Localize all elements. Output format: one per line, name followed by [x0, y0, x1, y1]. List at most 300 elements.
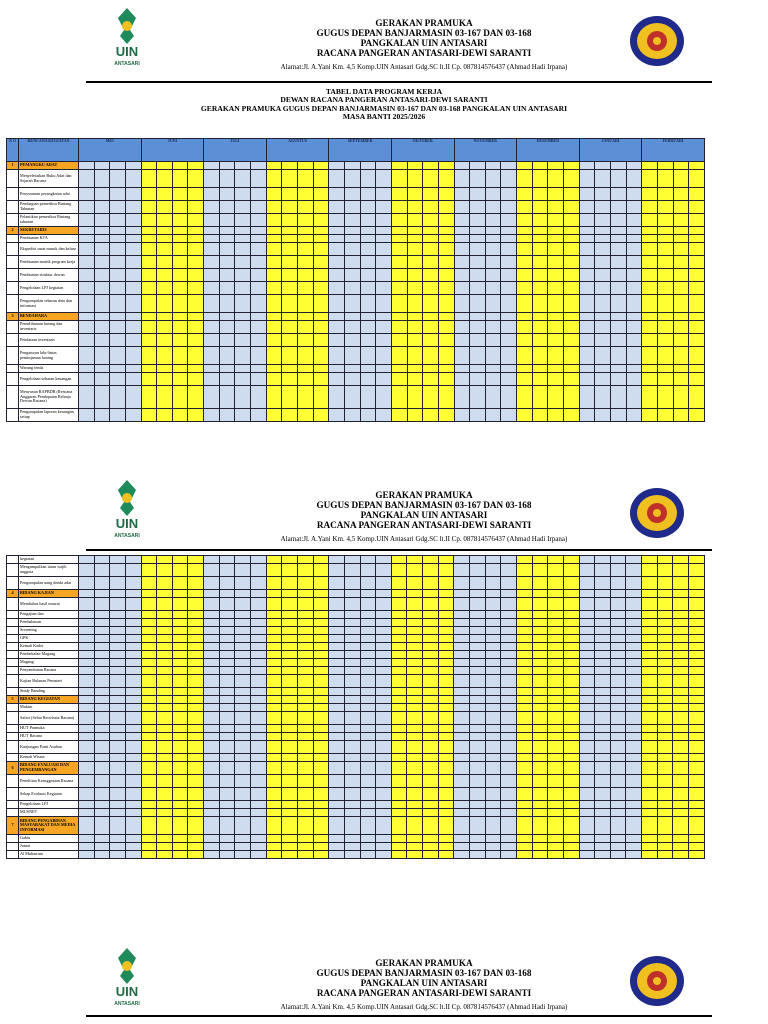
schedule-cell[interactable] — [501, 651, 517, 659]
schedule-cell[interactable] — [110, 725, 126, 733]
schedule-cell[interactable] — [141, 659, 157, 667]
schedule-cell[interactable] — [579, 243, 595, 256]
schedule-cell[interactable] — [282, 801, 298, 809]
schedule-cell[interactable] — [360, 741, 376, 754]
schedule-cell[interactable] — [344, 725, 360, 733]
schedule-cell[interactable] — [454, 643, 470, 651]
schedule-cell[interactable] — [673, 577, 689, 590]
schedule-cell[interactable] — [438, 201, 454, 214]
schedule-cell[interactable] — [188, 188, 204, 201]
schedule-cell[interactable] — [532, 282, 548, 295]
schedule-cell[interactable] — [172, 162, 188, 170]
schedule-cell[interactable] — [563, 675, 579, 688]
schedule-cell[interactable] — [141, 347, 157, 365]
schedule-cell[interactable] — [297, 712, 313, 725]
schedule-cell[interactable] — [626, 788, 642, 801]
schedule-cell[interactable] — [470, 809, 486, 817]
schedule-cell[interactable] — [595, 373, 611, 386]
schedule-cell[interactable] — [391, 590, 407, 598]
schedule-cell[interactable] — [470, 619, 486, 627]
schedule-cell[interactable] — [595, 667, 611, 675]
schedule-cell[interactable] — [563, 801, 579, 809]
schedule-cell[interactable] — [282, 577, 298, 590]
schedule-cell[interactable] — [407, 598, 423, 611]
schedule-cell[interactable] — [689, 170, 705, 188]
schedule-cell[interactable] — [282, 564, 298, 577]
schedule-cell[interactable] — [673, 843, 689, 851]
schedule-cell[interactable] — [391, 688, 407, 696]
schedule-cell[interactable] — [344, 347, 360, 365]
schedule-cell[interactable] — [297, 851, 313, 859]
schedule-cell[interactable] — [548, 556, 564, 564]
schedule-cell[interactable] — [297, 733, 313, 741]
schedule-cell[interactable] — [626, 817, 642, 835]
schedule-cell[interactable] — [376, 733, 392, 741]
schedule-cell[interactable] — [595, 611, 611, 619]
schedule-cell[interactable] — [79, 817, 95, 835]
schedule-cell[interactable] — [94, 409, 110, 422]
schedule-cell[interactable] — [470, 598, 486, 611]
schedule-cell[interactable] — [688, 619, 704, 627]
schedule-cell[interactable] — [141, 365, 157, 373]
schedule-cell[interactable] — [673, 775, 689, 788]
schedule-cell[interactable] — [579, 611, 595, 619]
schedule-cell[interactable] — [235, 269, 251, 282]
schedule-cell[interactable] — [141, 162, 157, 170]
schedule-cell[interactable] — [188, 235, 204, 243]
schedule-cell[interactable] — [579, 788, 595, 801]
schedule-cell[interactable] — [329, 675, 345, 688]
schedule-cell[interactable] — [626, 835, 642, 843]
schedule-cell[interactable] — [266, 667, 282, 675]
schedule-cell[interactable] — [235, 564, 251, 577]
schedule-cell[interactable] — [438, 741, 454, 754]
schedule-cell[interactable] — [313, 725, 329, 733]
schedule-cell[interactable] — [94, 373, 110, 386]
schedule-cell[interactable] — [391, 321, 407, 334]
schedule-cell[interactable] — [579, 373, 595, 386]
schedule-cell[interactable] — [376, 577, 392, 590]
schedule-cell[interactable] — [407, 675, 423, 688]
schedule-cell[interactable] — [157, 801, 173, 809]
schedule-cell[interactable] — [516, 843, 532, 851]
schedule-cell[interactable] — [689, 188, 705, 201]
schedule-cell[interactable] — [564, 347, 580, 365]
schedule-cell[interactable] — [313, 598, 329, 611]
schedule-cell[interactable] — [298, 295, 314, 313]
schedule-cell[interactable] — [157, 269, 173, 282]
schedule-cell[interactable] — [360, 243, 376, 256]
schedule-cell[interactable] — [595, 851, 611, 859]
schedule-cell[interactable] — [297, 556, 313, 564]
schedule-cell[interactable] — [423, 334, 439, 347]
schedule-cell[interactable] — [454, 556, 470, 564]
schedule-cell[interactable] — [548, 235, 564, 243]
schedule-cell[interactable] — [360, 269, 376, 282]
schedule-cell[interactable] — [485, 188, 501, 201]
schedule-cell[interactable] — [407, 201, 423, 214]
schedule-cell[interactable] — [673, 214, 689, 227]
schedule-cell[interactable] — [344, 409, 360, 422]
schedule-cell[interactable] — [157, 688, 173, 696]
schedule-cell[interactable] — [532, 170, 548, 188]
schedule-cell[interactable] — [610, 170, 626, 188]
schedule-cell[interactable] — [172, 321, 188, 334]
schedule-cell[interactable] — [626, 282, 642, 295]
schedule-cell[interactable] — [204, 162, 220, 170]
schedule-cell[interactable] — [297, 611, 313, 619]
schedule-cell[interactable] — [470, 667, 486, 675]
schedule-cell[interactable] — [688, 788, 704, 801]
schedule-cell[interactable] — [141, 188, 157, 201]
schedule-cell[interactable] — [125, 347, 141, 365]
schedule-cell[interactable] — [125, 256, 141, 269]
schedule-cell[interactable] — [391, 775, 407, 788]
schedule-cell[interactable] — [485, 788, 501, 801]
schedule-cell[interactable] — [516, 696, 532, 704]
schedule-cell[interactable] — [219, 321, 235, 334]
schedule-cell[interactable] — [610, 619, 626, 627]
schedule-cell[interactable] — [454, 667, 470, 675]
schedule-cell[interactable] — [204, 801, 220, 809]
schedule-cell[interactable] — [548, 334, 564, 347]
schedule-cell[interactable] — [438, 712, 454, 725]
schedule-cell[interactable] — [282, 619, 298, 627]
schedule-cell[interactable] — [360, 712, 376, 725]
schedule-cell[interactable] — [376, 817, 392, 835]
schedule-cell[interactable] — [219, 188, 235, 201]
schedule-cell[interactable] — [470, 712, 486, 725]
schedule-cell[interactable] — [610, 696, 626, 704]
schedule-cell[interactable] — [125, 170, 141, 188]
schedule-cell[interactable] — [297, 801, 313, 809]
schedule-cell[interactable] — [673, 733, 689, 741]
schedule-cell[interactable] — [642, 269, 658, 282]
schedule-cell[interactable] — [376, 556, 392, 564]
schedule-cell[interactable] — [501, 675, 517, 688]
schedule-cell[interactable] — [79, 409, 95, 422]
schedule-cell[interactable] — [673, 619, 689, 627]
schedule-cell[interactable] — [454, 741, 470, 754]
schedule-cell[interactable] — [298, 201, 314, 214]
schedule-cell[interactable] — [376, 386, 392, 409]
schedule-cell[interactable] — [516, 733, 532, 741]
schedule-cell[interactable] — [360, 556, 376, 564]
schedule-cell[interactable] — [157, 386, 173, 409]
schedule-cell[interactable] — [266, 775, 282, 788]
schedule-cell[interactable] — [688, 659, 704, 667]
schedule-cell[interactable] — [688, 564, 704, 577]
schedule-cell[interactable] — [454, 162, 470, 170]
schedule-cell[interactable] — [595, 741, 611, 754]
schedule-cell[interactable] — [688, 801, 704, 809]
schedule-cell[interactable] — [376, 619, 392, 627]
schedule-cell[interactable] — [642, 835, 658, 843]
schedule-cell[interactable] — [376, 188, 392, 201]
schedule-cell[interactable] — [595, 627, 611, 635]
schedule-cell[interactable] — [251, 611, 267, 619]
schedule-cell[interactable] — [329, 365, 345, 373]
schedule-cell[interactable] — [485, 635, 501, 643]
schedule-cell[interactable] — [297, 775, 313, 788]
schedule-cell[interactable] — [485, 817, 501, 835]
schedule-cell[interactable] — [454, 564, 470, 577]
schedule-cell[interactable] — [485, 162, 501, 170]
schedule-cell[interactable] — [376, 762, 392, 775]
schedule-cell[interactable] — [517, 243, 533, 256]
schedule-cell[interactable] — [204, 590, 220, 598]
schedule-cell[interactable] — [688, 556, 704, 564]
schedule-cell[interactable] — [172, 295, 188, 313]
schedule-cell[interactable] — [657, 712, 673, 725]
schedule-cell[interactable] — [360, 162, 376, 170]
schedule-cell[interactable] — [438, 162, 454, 170]
schedule-cell[interactable] — [94, 651, 110, 659]
schedule-cell[interactable] — [235, 619, 251, 627]
schedule-cell[interactable] — [141, 712, 157, 725]
schedule-cell[interactable] — [282, 556, 298, 564]
schedule-cell[interactable] — [219, 659, 235, 667]
schedule-cell[interactable] — [454, 282, 470, 295]
schedule-cell[interactable] — [376, 227, 392, 235]
schedule-cell[interactable] — [329, 170, 345, 188]
schedule-cell[interactable] — [407, 243, 423, 256]
schedule-cell[interactable] — [642, 733, 658, 741]
schedule-cell[interactable] — [141, 675, 157, 688]
schedule-cell[interactable] — [110, 282, 126, 295]
schedule-cell[interactable] — [282, 635, 298, 643]
schedule-cell[interactable] — [125, 835, 141, 843]
schedule-cell[interactable] — [219, 201, 235, 214]
schedule-cell[interactable] — [610, 741, 626, 754]
schedule-cell[interactable] — [673, 334, 689, 347]
schedule-cell[interactable] — [517, 373, 533, 386]
schedule-cell[interactable] — [438, 809, 454, 817]
schedule-cell[interactable] — [282, 243, 298, 256]
schedule-cell[interactable] — [642, 321, 658, 334]
schedule-cell[interactable] — [532, 835, 548, 843]
schedule-cell[interactable] — [79, 667, 95, 675]
schedule-cell[interactable] — [470, 334, 486, 347]
schedule-cell[interactable] — [188, 704, 204, 712]
schedule-cell[interactable] — [219, 788, 235, 801]
schedule-cell[interactable] — [266, 227, 282, 235]
schedule-cell[interactable] — [219, 775, 235, 788]
schedule-cell[interactable] — [94, 762, 110, 775]
schedule-cell[interactable] — [626, 321, 642, 334]
schedule-cell[interactable] — [204, 334, 220, 347]
schedule-cell[interactable] — [532, 409, 548, 422]
schedule-cell[interactable] — [501, 170, 517, 188]
schedule-cell[interactable] — [297, 643, 313, 651]
schedule-cell[interactable] — [470, 365, 486, 373]
schedule-cell[interactable] — [579, 201, 595, 214]
schedule-cell[interactable] — [485, 725, 501, 733]
schedule-cell[interactable] — [298, 365, 314, 373]
schedule-cell[interactable] — [454, 754, 470, 762]
schedule-cell[interactable] — [94, 201, 110, 214]
schedule-cell[interactable] — [470, 659, 486, 667]
schedule-cell[interactable] — [235, 775, 251, 788]
schedule-cell[interactable] — [360, 227, 376, 235]
schedule-cell[interactable] — [79, 365, 95, 373]
schedule-cell[interactable] — [125, 214, 141, 227]
schedule-cell[interactable] — [516, 564, 532, 577]
schedule-cell[interactable] — [376, 635, 392, 643]
schedule-cell[interactable] — [485, 741, 501, 754]
schedule-cell[interactable] — [251, 704, 267, 712]
schedule-cell[interactable] — [516, 667, 532, 675]
schedule-cell[interactable] — [376, 627, 392, 635]
schedule-cell[interactable] — [579, 809, 595, 817]
schedule-cell[interactable] — [313, 851, 329, 859]
schedule-cell[interactable] — [204, 577, 220, 590]
schedule-cell[interactable] — [391, 282, 407, 295]
schedule-cell[interactable] — [610, 611, 626, 619]
schedule-cell[interactable] — [204, 235, 220, 243]
schedule-cell[interactable] — [610, 809, 626, 817]
schedule-cell[interactable] — [79, 788, 95, 801]
schedule-cell[interactable] — [563, 754, 579, 762]
schedule-cell[interactable] — [313, 675, 329, 688]
schedule-cell[interactable] — [110, 775, 126, 788]
schedule-cell[interactable] — [470, 590, 486, 598]
schedule-cell[interactable] — [548, 619, 564, 627]
schedule-cell[interactable] — [548, 851, 564, 859]
schedule-cell[interactable] — [157, 214, 173, 227]
schedule-cell[interactable] — [297, 619, 313, 627]
schedule-cell[interactable] — [110, 227, 126, 235]
schedule-cell[interactable] — [94, 386, 110, 409]
schedule-cell[interactable] — [297, 843, 313, 851]
schedule-cell[interactable] — [344, 619, 360, 627]
schedule-cell[interactable] — [470, 775, 486, 788]
schedule-cell[interactable] — [344, 835, 360, 843]
schedule-cell[interactable] — [626, 843, 642, 851]
schedule-cell[interactable] — [407, 762, 423, 775]
schedule-cell[interactable] — [501, 635, 517, 643]
schedule-cell[interactable] — [579, 556, 595, 564]
schedule-cell[interactable] — [642, 214, 658, 227]
schedule-cell[interactable] — [642, 809, 658, 817]
schedule-cell[interactable] — [235, 556, 251, 564]
schedule-cell[interactable] — [470, 635, 486, 643]
schedule-cell[interactable] — [579, 295, 595, 313]
schedule-cell[interactable] — [673, 725, 689, 733]
schedule-cell[interactable] — [548, 577, 564, 590]
schedule-cell[interactable] — [391, 809, 407, 817]
schedule-cell[interactable] — [532, 590, 548, 598]
schedule-cell[interactable] — [626, 373, 642, 386]
schedule-cell[interactable] — [532, 269, 548, 282]
schedule-cell[interactable] — [297, 598, 313, 611]
schedule-cell[interactable] — [344, 227, 360, 235]
schedule-cell[interactable] — [376, 598, 392, 611]
schedule-cell[interactable] — [610, 712, 626, 725]
schedule-cell[interactable] — [595, 733, 611, 741]
schedule-cell[interactable] — [251, 635, 267, 643]
schedule-cell[interactable] — [297, 704, 313, 712]
schedule-cell[interactable] — [282, 227, 298, 235]
schedule-cell[interactable] — [313, 835, 329, 843]
schedule-cell[interactable] — [391, 227, 407, 235]
schedule-cell[interactable] — [688, 775, 704, 788]
schedule-cell[interactable] — [688, 598, 704, 611]
schedule-cell[interactable] — [564, 373, 580, 386]
schedule-cell[interactable] — [298, 409, 314, 422]
schedule-cell[interactable] — [376, 801, 392, 809]
schedule-cell[interactable] — [94, 347, 110, 365]
schedule-cell[interactable] — [219, 347, 235, 365]
schedule-cell[interactable] — [688, 675, 704, 688]
schedule-cell[interactable] — [454, 269, 470, 282]
schedule-cell[interactable] — [595, 235, 611, 243]
schedule-cell[interactable] — [564, 243, 580, 256]
schedule-cell[interactable] — [673, 817, 689, 835]
schedule-cell[interactable] — [141, 696, 157, 704]
schedule-cell[interactable] — [454, 835, 470, 843]
schedule-cell[interactable] — [657, 619, 673, 627]
schedule-cell[interactable] — [360, 809, 376, 817]
schedule-cell[interactable] — [94, 696, 110, 704]
schedule-cell[interactable] — [626, 598, 642, 611]
schedule-cell[interactable] — [157, 321, 173, 334]
schedule-cell[interactable] — [642, 282, 658, 295]
schedule-cell[interactable] — [610, 635, 626, 643]
schedule-cell[interactable] — [79, 214, 95, 227]
schedule-cell[interactable] — [360, 409, 376, 422]
schedule-cell[interactable] — [642, 188, 658, 201]
schedule-cell[interactable] — [141, 741, 157, 754]
schedule-cell[interactable] — [79, 775, 95, 788]
schedule-cell[interactable] — [110, 843, 126, 851]
schedule-cell[interactable] — [626, 347, 642, 365]
schedule-cell[interactable] — [79, 801, 95, 809]
schedule-cell[interactable] — [610, 775, 626, 788]
schedule-cell[interactable] — [642, 170, 658, 188]
schedule-cell[interactable] — [266, 741, 282, 754]
schedule-cell[interactable] — [423, 235, 439, 243]
schedule-cell[interactable] — [360, 295, 376, 313]
schedule-cell[interactable] — [219, 754, 235, 762]
schedule-cell[interactable] — [125, 733, 141, 741]
schedule-cell[interactable] — [376, 269, 392, 282]
schedule-cell[interactable] — [79, 295, 95, 313]
schedule-cell[interactable] — [454, 170, 470, 188]
schedule-cell[interactable] — [657, 675, 673, 688]
schedule-cell[interactable] — [642, 788, 658, 801]
schedule-cell[interactable] — [360, 313, 376, 321]
schedule-cell[interactable] — [188, 754, 204, 762]
schedule-cell[interactable] — [219, 227, 235, 235]
schedule-cell[interactable] — [282, 817, 298, 835]
schedule-cell[interactable] — [548, 733, 564, 741]
schedule-cell[interactable] — [532, 788, 548, 801]
schedule-cell[interactable] — [125, 619, 141, 627]
schedule-cell[interactable] — [673, 282, 689, 295]
schedule-cell[interactable] — [501, 321, 517, 334]
schedule-cell[interactable] — [657, 269, 673, 282]
schedule-cell[interactable] — [391, 788, 407, 801]
schedule-cell[interactable] — [642, 373, 658, 386]
schedule-cell[interactable] — [282, 334, 298, 347]
schedule-cell[interactable] — [188, 334, 204, 347]
schedule-cell[interactable] — [141, 788, 157, 801]
schedule-cell[interactable] — [626, 256, 642, 269]
schedule-cell[interactable] — [94, 741, 110, 754]
schedule-cell[interactable] — [579, 659, 595, 667]
schedule-cell[interactable] — [485, 365, 501, 373]
